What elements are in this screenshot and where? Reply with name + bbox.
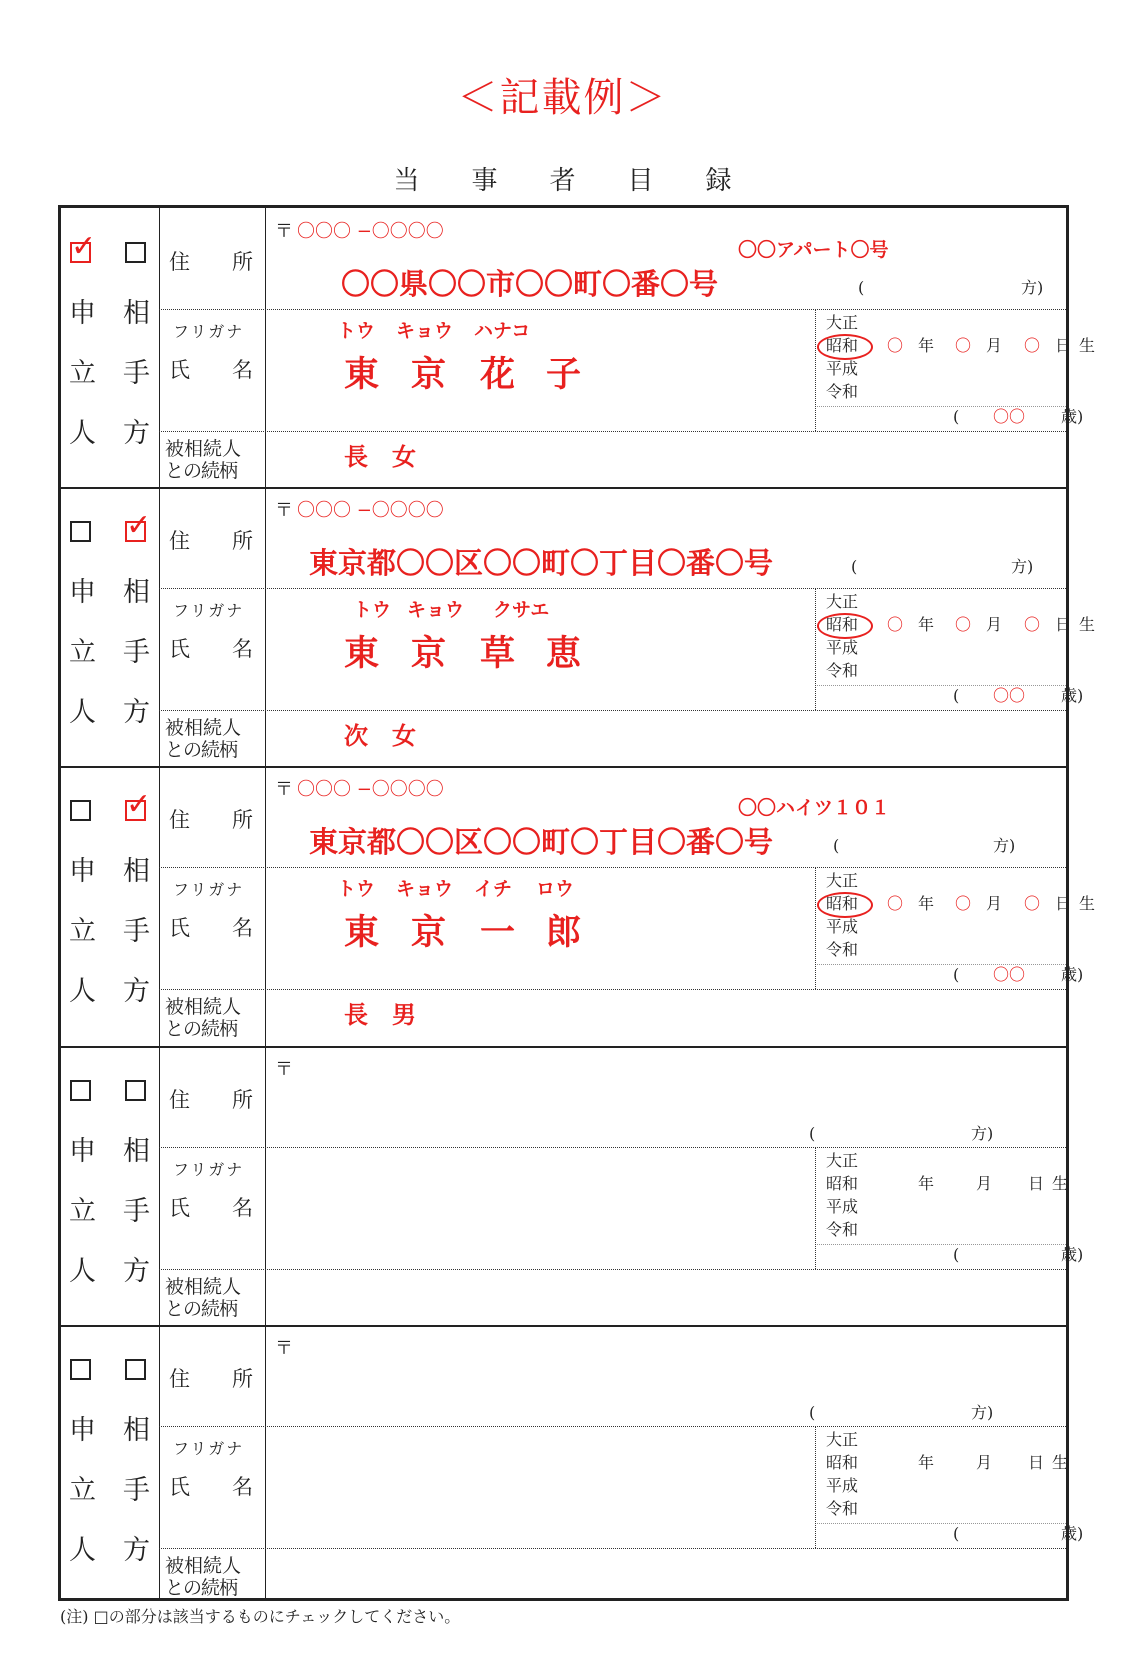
selected-era-circle: [817, 892, 873, 918]
document-subtitle: [0, 160, 1125, 197]
birth-year-value[interactable]: 〇: [887, 336, 904, 355]
address-label: 住 所: [169, 250, 253, 274]
relation-label: 被相続人: [165, 996, 242, 1019]
applicant-label: 人: [69, 976, 96, 1008]
month-label: 月: [986, 894, 1003, 914]
age-divider: [815, 1244, 1066, 1245]
relation-label: 被相続人: [165, 717, 242, 740]
applicant-label: 申: [69, 298, 96, 329]
era-option: 大正: [826, 592, 859, 612]
relation-label: との続柄: [165, 1297, 238, 1320]
respondent-label: 方: [123, 418, 150, 449]
furigana-value[interactable]: ロウ: [536, 878, 575, 901]
age-close: 歳): [1061, 1523, 1084, 1543]
furigana-label: フリガナ: [173, 322, 245, 341]
relation-value[interactable]: 長 女: [344, 443, 416, 471]
respondent-label: 相: [123, 1414, 150, 1446]
name-value[interactable]: 京: [411, 913, 447, 954]
c-o-open: (: [833, 836, 840, 856]
postal-code[interactable]: 〇〇〇 −〇〇〇〇: [297, 221, 444, 242]
age-open: (: [953, 686, 960, 706]
age-divider: [815, 685, 1066, 686]
furigana-value[interactable]: トウ: [353, 599, 392, 622]
day-label: 日: [1055, 894, 1072, 914]
applicant-label: 人: [69, 697, 96, 729]
month-label: 月: [986, 336, 1003, 355]
applicant-label: 人: [69, 418, 96, 449]
column-divider: [265, 208, 266, 1598]
name-value[interactable]: 恵: [546, 634, 582, 675]
respondent-label: 手: [123, 916, 150, 948]
c-o-open: (: [858, 278, 865, 297]
selected-era-circle: [817, 613, 873, 639]
address-label: 住 所: [169, 1087, 253, 1112]
birth-year-value[interactable]: 〇: [887, 615, 904, 635]
furigana-label: フリガナ: [173, 1438, 245, 1458]
row-divider: [159, 1147, 1066, 1148]
c-o-close: 方): [971, 1402, 994, 1422]
postal-mark: 〒: [275, 779, 293, 801]
applicant-checkbox[interactable]: [70, 1359, 91, 1380]
page-title: ＜記載例＞: [457, 75, 668, 121]
selected-era-circle: [817, 334, 873, 360]
respondent-label: 方: [123, 1534, 150, 1566]
age-close: 歳): [1061, 1244, 1084, 1264]
birth-month-value[interactable]: 〇: [955, 336, 972, 355]
applicant-checkbox[interactable]: [70, 521, 91, 542]
era-option: 大正: [826, 1429, 859, 1449]
party-list-form: [58, 205, 1096, 1601]
name-value[interactable]: 東: [344, 913, 380, 954]
address-label: 住 所: [169, 529, 253, 554]
age-value[interactable]: 〇〇: [993, 965, 1026, 985]
relation-value[interactable]: 長 男: [344, 1001, 416, 1030]
era-option: 平成: [826, 638, 859, 658]
block-divider: [61, 766, 1066, 768]
row-divider: [159, 1269, 1066, 1270]
name-value[interactable]: 一: [480, 913, 516, 954]
block-divider: [61, 1325, 1066, 1327]
postal-mark: 〒: [275, 1058, 293, 1080]
age-divider: [815, 964, 1066, 965]
birth-label: 生: [1079, 336, 1096, 355]
name-value[interactable]: 花: [480, 355, 516, 395]
day-label: 日: [1055, 615, 1072, 635]
address-label: 住 所: [169, 1366, 253, 1391]
postal-code[interactable]: 〇〇〇 −〇〇〇〇: [297, 779, 444, 801]
applicant-checkbox[interactable]: [70, 800, 91, 821]
address-value[interactable]: 〇〇県〇〇市〇〇町〇番〇号: [341, 267, 719, 301]
birth-month-value[interactable]: 〇: [955, 894, 972, 914]
era-option: 平成: [826, 359, 859, 378]
birth-label: 生: [1079, 615, 1096, 635]
era-option: 昭和: [826, 1173, 859, 1193]
relation-label: 被相続人: [165, 1554, 242, 1577]
c-o-close: 方): [1011, 557, 1034, 577]
c-o-open: (: [851, 557, 858, 577]
postal-mark: 〒: [275, 500, 293, 522]
name-value[interactable]: 郎: [546, 913, 582, 954]
address-label: 住 所: [169, 808, 253, 833]
respondent-label: 相: [123, 298, 150, 329]
respondent-label: 方: [123, 976, 150, 1008]
respondent-checkbox[interactable]: [125, 787, 152, 823]
age-open: (: [953, 965, 960, 985]
day-label: 日: [1055, 336, 1072, 355]
birth-column-divider: [815, 1147, 816, 1269]
block-divider: [61, 487, 1066, 489]
year-label: 年: [918, 894, 935, 914]
check-mark-icon: ✓: [126, 508, 152, 544]
year-label: 年: [918, 1452, 935, 1472]
respondent-label: 相: [123, 1135, 150, 1167]
postal-code[interactable]: 〇〇〇 −〇〇〇〇: [297, 500, 444, 522]
month-label: 月: [976, 1173, 993, 1193]
address-value[interactable]: 東京都〇〇区〇〇町〇丁目〇番〇号: [309, 825, 774, 860]
c-o-close: 方): [971, 1123, 994, 1143]
furigana-label: フリガナ: [173, 601, 245, 621]
check-mark-icon: ✓: [126, 787, 152, 823]
year-label: 年: [918, 336, 935, 355]
name-label: 氏 名: [169, 1474, 253, 1499]
subtitle-char: 録: [705, 166, 732, 196]
name-value[interactable]: 京: [411, 634, 447, 675]
year-label: 年: [918, 615, 935, 635]
respondent-checkbox[interactable]: [125, 1080, 146, 1101]
birth-column-divider: [815, 588, 816, 710]
furigana-label: フリガナ: [173, 1159, 245, 1179]
applicant-label: 立: [69, 1195, 96, 1227]
name-label: 氏 名: [169, 637, 253, 662]
name-label: 氏 名: [169, 358, 253, 382]
respondent-label: 手: [123, 358, 150, 389]
day-label: 日: [1028, 1452, 1045, 1472]
age-open: (: [953, 1523, 960, 1543]
birth-label: 生: [1052, 1452, 1069, 1472]
birth-month-value[interactable]: 〇: [955, 615, 972, 635]
birth-label: 生: [1079, 894, 1096, 914]
relation-label: との続柄: [165, 1018, 238, 1041]
month-label: 月: [976, 1452, 993, 1472]
subtitle-char: 目: [627, 166, 654, 196]
name-value[interactable]: 子: [546, 355, 582, 395]
birth-day-value[interactable]: 〇: [1024, 615, 1041, 635]
name-value[interactable]: 東: [344, 634, 380, 675]
furigana-value[interactable]: イチ: [474, 878, 513, 901]
postal-mark: 〒: [275, 1337, 293, 1359]
name-value[interactable]: 京: [411, 355, 447, 395]
relation-label: との続柄: [165, 460, 238, 482]
applicant-label: 立: [69, 358, 96, 389]
subtitle-char: 当: [393, 166, 420, 196]
era-option: 令和: [826, 382, 859, 401]
birth-label: 生: [1052, 1173, 1069, 1193]
row-divider: [159, 588, 1066, 589]
relation-label: 被相続人: [165, 1275, 242, 1298]
furigana-value[interactable]: クサエ: [493, 599, 550, 622]
age-close: 歳): [1061, 686, 1084, 706]
c-o-close: 方): [993, 836, 1016, 856]
address-value[interactable]: 東京都〇〇区〇〇町〇丁目〇番〇号: [309, 546, 774, 581]
age-value[interactable]: 〇〇: [993, 407, 1026, 426]
subtitle-char: 事: [471, 166, 498, 196]
furigana-value[interactable]: キョウ: [407, 599, 465, 622]
birth-column-divider: [815, 1426, 816, 1548]
building-name[interactable]: 〇〇ハイツ１０１: [738, 797, 891, 820]
respondent-checkbox[interactable]: [125, 242, 146, 263]
respondent-checkbox[interactable]: [125, 508, 152, 544]
name-value[interactable]: 草: [480, 634, 516, 675]
era-option: 令和: [826, 940, 859, 960]
era-option: 昭和: [826, 336, 859, 355]
c-o-open: (: [809, 1123, 816, 1143]
year-label: 年: [918, 1173, 935, 1193]
era-option: 昭和: [826, 894, 859, 914]
respondent-label: 方: [123, 1255, 150, 1287]
row-divider: [159, 309, 1066, 310]
relation-label: との続柄: [165, 739, 238, 762]
birth-day-value[interactable]: 〇: [1024, 336, 1041, 355]
applicant-label: 人: [69, 1255, 96, 1287]
era-option: 大正: [826, 313, 859, 332]
age-open: (: [953, 1244, 960, 1264]
c-o-close: 方): [1021, 278, 1044, 297]
row-divider: [159, 1548, 1066, 1549]
applicant-label: 立: [69, 916, 96, 948]
furigana-value[interactable]: ハナコ: [474, 320, 531, 342]
era-option: 平成: [826, 1475, 859, 1495]
name-label: 氏 名: [169, 916, 253, 941]
respondent-label: 相: [123, 856, 150, 888]
month-label: 月: [986, 615, 1003, 635]
relation-value[interactable]: 次 女: [344, 722, 416, 751]
era-option: 昭和: [826, 1452, 859, 1472]
era-option: 令和: [826, 1498, 859, 1518]
row-divider: [159, 989, 1066, 990]
age-divider: [815, 406, 1066, 407]
name-value[interactable]: 東: [344, 355, 380, 395]
respondent-label: 相: [123, 577, 150, 609]
applicant-label: 立: [69, 637, 96, 669]
era-option: 平成: [826, 1196, 859, 1216]
respondent-label: 手: [123, 1474, 150, 1506]
c-o-open: (: [809, 1402, 816, 1422]
era-option: 平成: [826, 917, 859, 937]
applicant-label: 申: [69, 1414, 96, 1446]
applicant-label: 申: [69, 1135, 96, 1167]
era-option: 大正: [826, 1150, 859, 1170]
respondent-checkbox[interactable]: [125, 1359, 146, 1380]
respondent-label: 手: [123, 1195, 150, 1227]
furigana-label: フリガナ: [173, 880, 245, 900]
furigana-value[interactable]: キョウ: [396, 320, 454, 342]
age-close: 歳): [1061, 407, 1084, 426]
relation-label: との続柄: [165, 1576, 238, 1599]
respondent-label: 手: [123, 637, 150, 669]
applicant-checkbox[interactable]: [70, 229, 97, 264]
age-divider: [815, 1523, 1066, 1524]
birth-year-value[interactable]: 〇: [887, 894, 904, 914]
applicant-checkbox[interactable]: [70, 1080, 91, 1101]
furigana-value[interactable]: トウ: [337, 320, 376, 342]
row-divider: [159, 1426, 1066, 1427]
row-divider: [159, 710, 1066, 711]
respondent-label: 方: [123, 697, 150, 729]
applicant-label: 申: [69, 577, 96, 609]
age-open: (: [953, 407, 960, 426]
birth-column-divider: [815, 867, 816, 989]
column-divider: [159, 208, 160, 1598]
birth-day-value[interactable]: 〇: [1024, 894, 1041, 914]
block-divider: [61, 1046, 1066, 1048]
era-option: 令和: [826, 661, 859, 681]
furigana-value[interactable]: キョウ: [396, 878, 454, 901]
building-name[interactable]: 〇〇アパート〇号: [738, 239, 889, 261]
check-mark-icon: ✓: [71, 229, 97, 264]
age-value[interactable]: 〇〇: [993, 686, 1026, 706]
day-label: 日: [1028, 1173, 1045, 1193]
era-option: 令和: [826, 1219, 859, 1239]
birth-column-divider: [815, 309, 816, 431]
name-label: 氏 名: [169, 1195, 253, 1220]
footnote: (注) □の部分は該当するものにチェックしてください。: [60, 1607, 461, 1626]
row-divider: [159, 431, 1066, 432]
row-divider: [159, 867, 1066, 868]
applicant-label: 申: [69, 856, 96, 888]
applicant-label: 立: [69, 1474, 96, 1506]
age-close: 歳): [1061, 965, 1084, 985]
furigana-value[interactable]: トウ: [337, 878, 376, 901]
subtitle-char: 者: [549, 166, 576, 196]
era-option: 昭和: [826, 615, 859, 635]
postal-mark: 〒: [275, 221, 293, 242]
applicant-label: 人: [69, 1534, 96, 1566]
relation-label: 被相続人: [165, 438, 242, 460]
era-option: 大正: [826, 871, 859, 891]
